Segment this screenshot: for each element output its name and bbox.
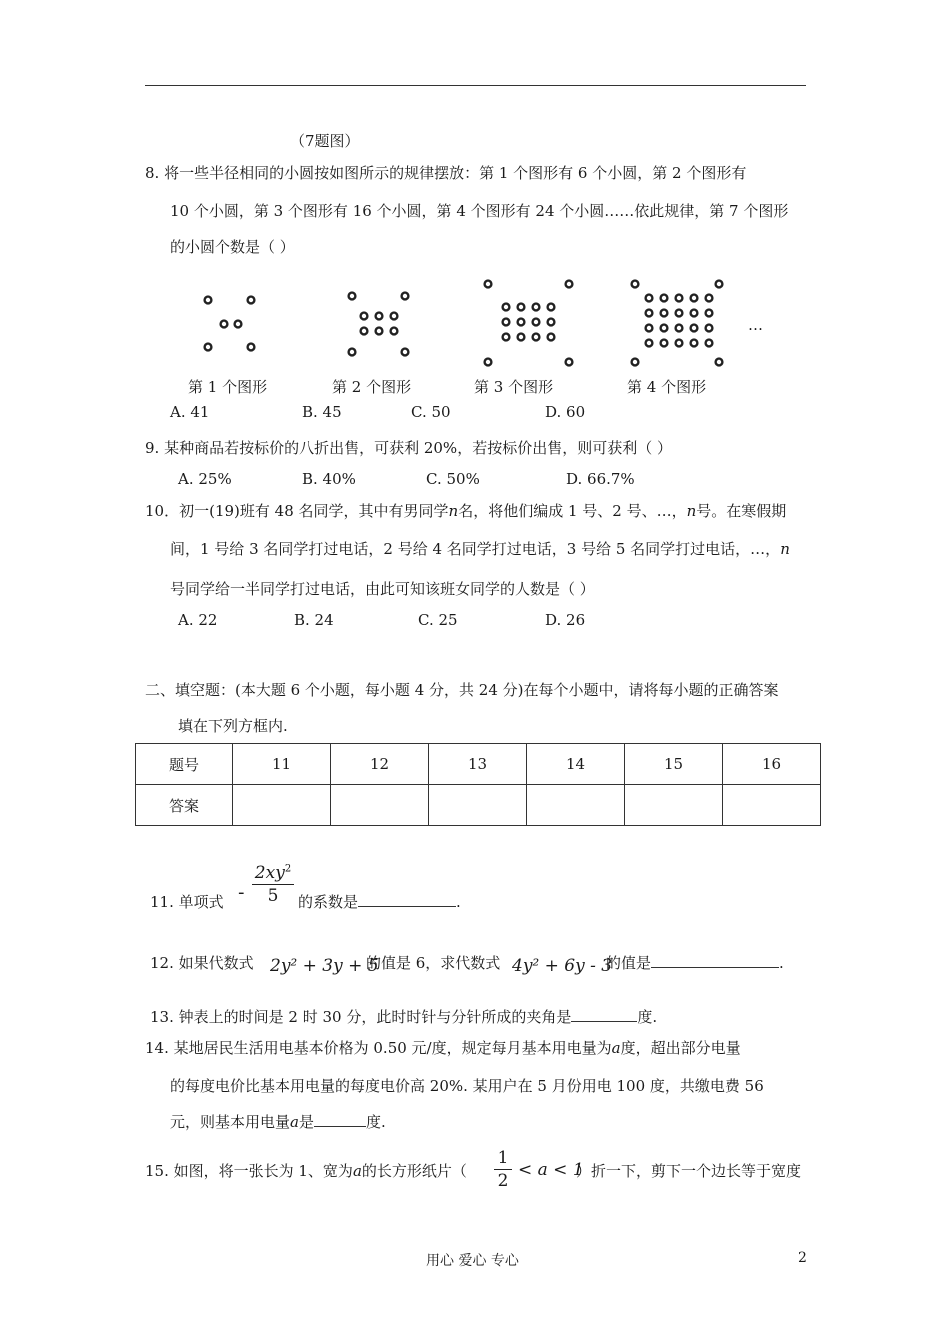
q8-figure-1-circle (248, 344, 255, 351)
q15-prefix: 15. 如图，将一张长为 1、宽为a的长方形纸片（ (145, 1162, 467, 1180)
q12-answer-blank[interactable] (651, 953, 779, 968)
q8-figure-4-circle (661, 295, 668, 302)
q8-figure-4-circle (676, 340, 683, 347)
q8-figure-3-circle (533, 334, 540, 341)
q11-answer-blank[interactable] (358, 892, 456, 907)
q12-suffix: 的值是 . (606, 954, 784, 972)
q8-figure-4-circle (691, 340, 698, 347)
section2-heading: 二、填空题：(本大题 6 个小题，每小题 4 分，共 24 分)在每个小题中，请将每小题的正确答案 (145, 681, 779, 699)
q8-ellipsis: … (748, 316, 763, 334)
q11-minus: - (238, 882, 245, 903)
q8-figure-1-circle (205, 344, 212, 351)
q12-prefix: 12. 如果代数式 (150, 954, 254, 972)
q8-option-b: B. 45 (302, 403, 342, 421)
q10-line1: 10．初一(19)班有 48 名同学，其中有男同学n名，将他们编成 1 号、2 号、…，n号。在寒假期 (145, 502, 787, 520)
q8-figure-4-circle (646, 340, 653, 347)
q15-inequality: < a < 1 (518, 1160, 584, 1180)
q8-figure-4-circle (646, 295, 653, 302)
q14-line2: 的每度电价比基本用电量的每度电价高 20%. 某用户在 5 月份用电 100 度，共缴电费 56 (170, 1077, 764, 1095)
q8-figure-1-circle (248, 297, 255, 304)
q8-figure-3-circle (566, 281, 573, 288)
q15-fraction (494, 1148, 512, 1191)
q9-text: 9. 某种商品若按标价的八折出售，可获利 20%，若按标价出售，则可获利（ ） (145, 439, 672, 457)
q8-figure-2-circle (402, 293, 409, 300)
q8-figure-4-circle (676, 295, 683, 302)
q13-text: 13. 钟表上的时间是 2 时 30 分，此时时针与分针所成的夹角是 度. (150, 1008, 658, 1026)
q8-figure-3-circle (548, 319, 555, 326)
q9-option-d: D. 66.7% (566, 470, 635, 488)
q8-figure-4-circle (632, 359, 639, 366)
q8-figure-3-circle (485, 281, 492, 288)
answer-cell-14[interactable] (527, 785, 625, 826)
answer-cell-11[interactable] (233, 785, 331, 826)
q9-option-b: B. 40% (302, 470, 356, 488)
q8-line3: 的小圆个数是（ ） (170, 238, 295, 256)
q8-figure-1-circle (235, 321, 242, 328)
q15-fraction-denominator: 2 (497, 1171, 509, 1191)
q8-figure-3-circle (503, 304, 510, 311)
q8-figure-3-circle (518, 304, 525, 311)
q8-figure-3-circle (533, 304, 540, 311)
q8-figure-3-circle (518, 319, 525, 326)
q8-figure-2-circle (402, 349, 409, 356)
q8-figure-3-circle (548, 304, 555, 311)
q8-figure-3-circle (566, 359, 573, 366)
q8-figure-2-circle (349, 349, 356, 356)
q10-option-d: D. 26 (545, 611, 586, 629)
answer-cell-12[interactable] (331, 785, 429, 826)
q8-figure-label-4: 第 4 个图形 (627, 378, 707, 396)
q8-figure-4-circle (691, 310, 698, 317)
q11-numerator: 2xy (254, 863, 285, 883)
q8-figure-3-circle (503, 319, 510, 326)
q8-figure-3-circle (485, 359, 492, 366)
q9-option-a: A. 25% (178, 470, 232, 488)
q8-figure-4-circle (676, 310, 683, 317)
q8-line2: 10 个小圆，第 3 个图形有 16 个小圆，第 4 个图形有 24 个小圆……依此规律，第 7 个图形 (170, 202, 789, 220)
answer-table-number: 15 (625, 744, 723, 785)
q8-figure-2-circle (376, 328, 383, 335)
q8-figure-2-circle (376, 313, 383, 320)
answer-cell-13[interactable] (429, 785, 527, 826)
section2-instruction: 填在下列方框内. (178, 717, 288, 735)
q8-figure-label-3: 第 3 个图形 (474, 378, 554, 396)
q8-figure-4-circle (646, 325, 653, 332)
footer-slogan: 用心 爱心 专心 (426, 1253, 519, 1269)
q10-var-n: n (448, 502, 459, 520)
q8-figure-4-circle (706, 310, 713, 317)
q12-expression-2: 4y² + 6y - 3 (512, 956, 613, 976)
q15-var-a: a (352, 1162, 362, 1180)
q11-exponent: 2 (284, 863, 292, 875)
answer-table-answer-row (136, 785, 821, 826)
q14-answer-blank[interactable] (314, 1112, 366, 1127)
q11-denominator: 5 (267, 886, 279, 906)
q8-figure-4-circle (691, 295, 698, 302)
q9-option-c: C. 50% (426, 470, 480, 488)
q12-middle: 的值是 6，求代数式 (366, 954, 501, 972)
answer-table-header-label: 题号 (136, 744, 233, 785)
q8-figure-label-1: 第 1 个图形 (188, 378, 268, 396)
q14-line1: 14. 某地居民生活用电基本价格为 0.50 元/度，规定每月基本用电量为a度，超出部分电量 (145, 1039, 741, 1057)
q8-figure-4-circle (706, 295, 713, 302)
q15-suffix: ）折一下，剪下一个边长等于宽度 (576, 1162, 802, 1180)
q8-figure-4-circle (661, 325, 668, 332)
q15-fraction-numerator: 1 (497, 1148, 509, 1168)
answer-table (135, 743, 821, 826)
q8-figure-2-circle (361, 313, 368, 320)
answer-table-number: 12 (331, 744, 429, 785)
answer-table-answer-label: 答案 (136, 785, 233, 826)
q8-figure-4-circle (676, 325, 683, 332)
figure-7-caption: （7题图） (290, 132, 360, 150)
answer-cell-15[interactable] (625, 785, 723, 826)
q8-figure-4-circle (661, 310, 668, 317)
q11-prefix: 11. 单项式 (150, 893, 224, 911)
q14-line3: 元，则基本用电量a是 度. (170, 1113, 386, 1131)
q8-option-d: D. 60 (545, 403, 586, 421)
q8-figure-4-circle (632, 281, 639, 288)
answer-table-number: 11 (233, 744, 331, 785)
q13-answer-blank[interactable] (571, 1007, 637, 1022)
q8-figure-3-circle (503, 334, 510, 341)
q10-line3: 号同学给一半同学打过电话，由此可知该班女同学的人数是（ ） (170, 580, 595, 598)
q8-figure-4-circle (661, 340, 668, 347)
q10-option-a: A. 22 (178, 611, 218, 629)
q8-figure-1-circle (205, 297, 212, 304)
q8-figure-4-circle (716, 281, 723, 288)
q8-line1: 8. 将一些半径相同的小圆按如图所示的规律摆放：第 1 个图形有 6 个小圆，第 2 个图形有 (145, 164, 747, 182)
q8-circle-patterns (180, 270, 780, 370)
answer-table-number: 13 (429, 744, 527, 785)
q8-figure-3-circle (518, 334, 525, 341)
answer-table-number: 14 (527, 744, 625, 785)
q8-option-a: A. 41 (170, 403, 210, 421)
q10-option-b: B. 24 (294, 611, 334, 629)
answer-table-number: 16 (723, 744, 821, 785)
q8-figure-4-circle (706, 325, 713, 332)
q11-suffix: 的系数是 . (298, 893, 461, 911)
header-rule (145, 85, 806, 86)
q8-figure-2-circle (391, 313, 398, 320)
answer-cell-16[interactable] (723, 785, 821, 826)
q8-figure-label-2: 第 2 个图形 (332, 378, 412, 396)
q8-figure-2-circle (391, 328, 398, 335)
page-number: 2 (798, 1250, 807, 1266)
q11-fraction (252, 863, 294, 906)
answer-table-header-row (136, 744, 821, 785)
q8-figure-3-circle (533, 319, 540, 326)
q8-figure-1-circle (221, 321, 228, 328)
q10-option-c: C. 25 (418, 611, 458, 629)
q8-figure-4-circle (716, 359, 723, 366)
q14-var-a: a (611, 1039, 621, 1057)
q8-figure-3-circle (548, 334, 555, 341)
q8-figure-4-circle (646, 310, 653, 317)
q10-line2: 间，1 号给 3 名同学打过电话，2 号给 4 名同学打过电话，3 号给 5 名同学打过电话，…，n (170, 540, 790, 558)
q8-figure-2-circle (349, 293, 356, 300)
q12-expression-1: 2y² + 3y + 5 (270, 956, 379, 976)
q8-option-c: C. 50 (411, 403, 451, 421)
q8-figure-4-circle (691, 325, 698, 332)
q8-figure-4-circle (706, 340, 713, 347)
q8-figure-2-circle (361, 328, 368, 335)
